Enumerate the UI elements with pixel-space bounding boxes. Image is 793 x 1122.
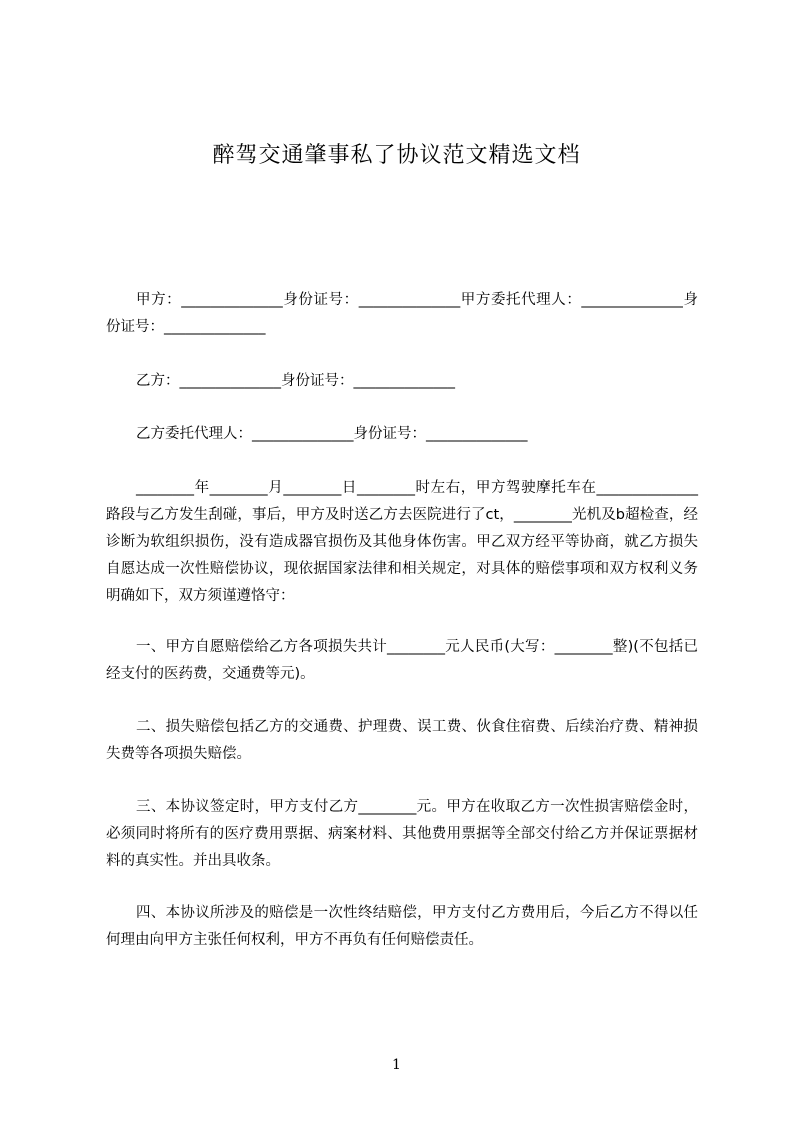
paragraph-party-a: 甲方：______________身份证号：______________甲方委托代理人：______________身份证号：______________: [106, 292, 698, 335]
document-title: 醉驾交通肇事私了协议范文精选文档: [212, 143, 581, 168]
paragraph-incident-description: ________年________月________日________时左右，甲方驾驶摩托车在______________路段与乙方发生刮碰，事后，甲方及时送乙方去医院进行了ct，________光机及b超检查，经诊断为软组织损伤，没有造成器官损伤及其他身体伤害。甲乙双方经平等协商，就乙方损失自愿达成一次性赔偿协议，现依据国家法律和相关规定，对具体的赔偿事项和双方权利义务明确如下，双方须谨遵恪守：: [106, 480, 698, 604]
paragraph-clause-2: 二、损失赔偿包括乙方的交通费、护理费、误工费、伙食住宿费、后续治疗费、精神损失费等各项损失赔偿。: [106, 719, 698, 762]
paragraph-clause-4: 四、本协议所涉及的赔偿是一次性终结赔偿，甲方支付乙方费用后，今后乙方不得以任何理由向甲方主张任何权利，甲方不再负有任何赔偿责任。: [106, 905, 698, 948]
paragraph-clause-3: 三、本协议签定时，甲方支付乙方________元。甲方在收取乙方一次性损害赔偿金时，必须同时将所有的医疗费用票据、病案材料、其他费用票据等全部交付给乙方并保证票据材料的真实性。并出具收条。: [106, 799, 698, 869]
paragraph-clause-1: 一、甲方自愿赔偿给乙方各项损失共计________元人民币(大写：________整)(不包括已经支付的医药费，交通费等元)。: [106, 639, 698, 682]
paragraph-party-b-agent: 乙方委托代理人：______________身份证号：______________: [136, 426, 528, 442]
page-number: 1: [392, 1057, 401, 1073]
paragraph-party-b: 乙方：______________身份证号：______________: [136, 373, 455, 389]
